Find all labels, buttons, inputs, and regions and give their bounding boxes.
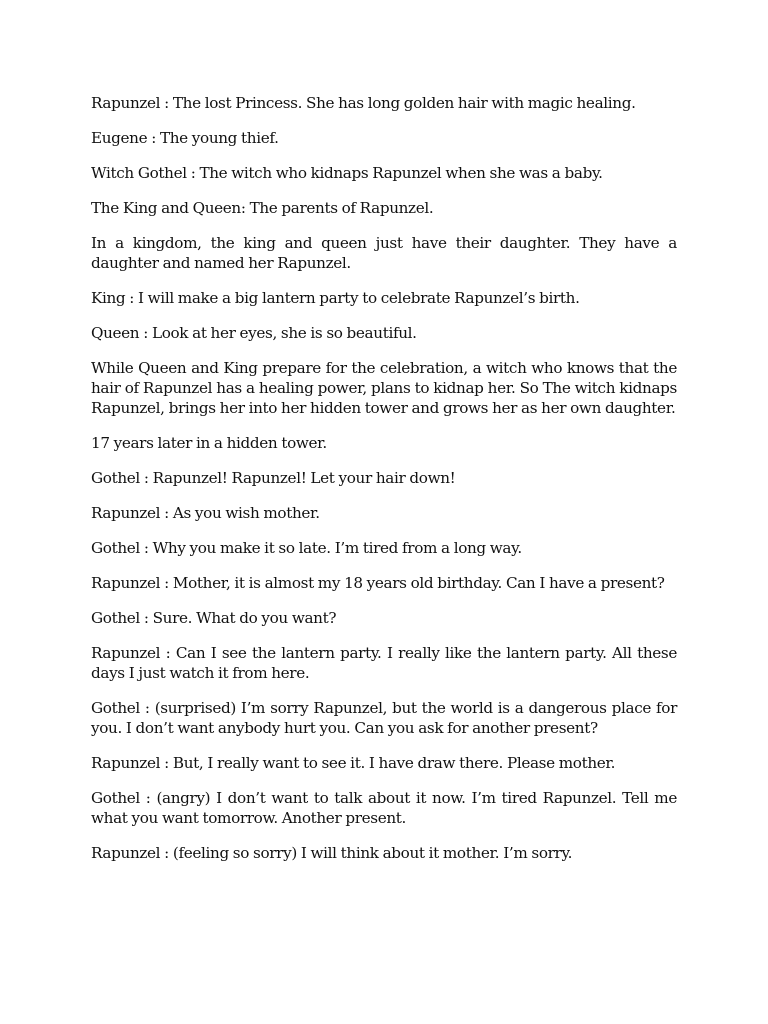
dialogue-line: Gothel : (angry) I don’t want to talk about it now. I’m tired Rapunzel. Tell me what you want tomorrow. Another present. — [91, 789, 677, 827]
narration-kidnap: While Queen and King prepare for the celebration, a witch who knows that the hair of Rapunzel has a healing power, plans to kidnap her. So The witch kidnaps Rapunzel, brings her into her hidden tower and grows her as her own daughter. — [91, 359, 677, 417]
narration-time-skip: 17 years later in a hidden tower. — [91, 434, 327, 452]
dialogue-line: Gothel : Why you make it so late. I’m tired from a long way. — [91, 539, 522, 557]
dialogue-line: Rapunzel : But, I really want to see it. I have draw there. Please mother. — [91, 754, 616, 772]
dialogue-line: Queen : Look at her eyes, she is so beautiful. — [91, 324, 417, 342]
narration-kingdom: In a kingdom, the king and queen just have their daughter. They have a daughter and named her Rapunzel. — [91, 234, 677, 272]
dialogue-line: King : I will make a big lantern party to celebrate Rapunzel’s birth. — [91, 289, 580, 307]
dialogue-line: Rapunzel : Can I see the lantern party. I really like the lantern party. All these days I just watch it from here. — [91, 644, 677, 682]
dialogue-line: Gothel : Sure. What do you want? — [91, 609, 337, 627]
character-eugene: Eugene : The young thief. — [91, 129, 279, 147]
dialogue-line: Gothel : Rapunzel! Rapunzel! Let your hair down! — [91, 469, 456, 487]
character-rapunzel: Rapunzel : The lost Princess. She has long golden hair with magic healing. — [91, 94, 636, 112]
dialogue-line: Gothel : (surprised) I’m sorry Rapunzel, but the world is a dangerous place for you. I don’t want anybody hurt you. Can you ask for another present? — [91, 699, 677, 737]
dialogue-line: Rapunzel : (feeling so sorry) I will think about it mother. I’m sorry. — [91, 844, 573, 862]
character-king-queen: The King and Queen: The parents of Rapunzel. — [91, 199, 434, 217]
character-gothel: Witch Gothel : The witch who kidnaps Rapunzel when she was a baby. — [91, 164, 603, 182]
dialogue-line: Rapunzel : Mother, it is almost my 18 years old birthday. Can I have a present? — [91, 574, 665, 592]
document-page — [91, 93, 677, 878]
dialogue-line: Rapunzel : As you wish mother. — [91, 504, 320, 522]
